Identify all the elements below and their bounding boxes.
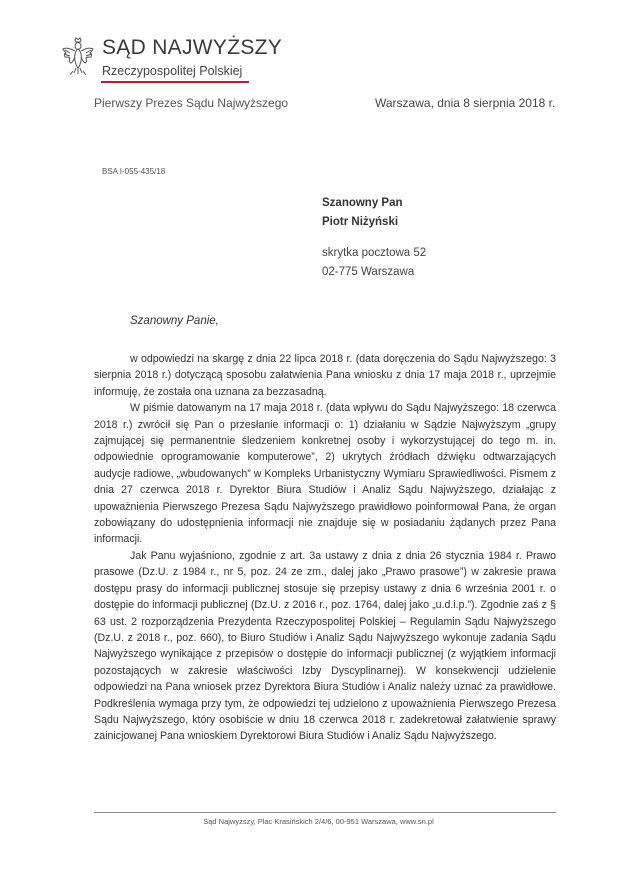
- polish-eagle-emblem-icon: [61, 37, 95, 77]
- recipient-name: Piotr Niżyński: [322, 216, 399, 228]
- salutation: Szanowny Panie,: [130, 315, 219, 327]
- institution-name: SĄD NAJWYŻSZY: [102, 36, 283, 59]
- letter-body: [94, 351, 556, 745]
- brand-accent-rule: [101, 81, 249, 83]
- recipient-title: Szanowny Pan: [322, 197, 403, 209]
- reference-number: BSA I-055-435/18: [102, 167, 166, 176]
- footer-address: Sąd Najwyższy, Plac Krasińskich 2/4/6, 00-951 Warszawa, www.sn.pl: [203, 817, 434, 826]
- address-line-1: skrytka pocztowa 52: [322, 247, 427, 259]
- body-paragraph: Jak Panu wyjaśniono, zgodnie z art. 3a ustawy z dnia z dnia 26 stycznia 1984 r. Prawo prasowe (Dz.U. z 1984 r., nr 5, poz. 24 ze zm., dalej jako „Prawo prasowe”) w zakresie prawa dostępu prasy do informacji publicznej stosuje się przepisy ustawy z dnia 6 września 2001 r. o dostępie do informacji publicznej (Dz.U. z 2016 r., poz. 1764, dalej jako „u.d.i.p.”). Zgodnie zaś z § 63 ust. 2 rozporządzenia Prezydenta Rzeczypospolitej Polskiej – Regulamin Sądu Najwyższego (Dz.U. z 2018 r., poz. 660), to Biuro Studiów i Analiz Sądu Najwyższego wykonuje zadania Sądu Najwyższego wynikające z przepisów o dostępie do informacji publicznej (z wyjątkiem informacji pozostających w zakresie właściwości Izby Dyscyplinarnej). W konsekwencji udzielenie odpowiedzi na Pana wniosek przez Dyrektora Biura Studiów i Analiz należy uznać za prawidłowe. Podkreślenia wymaga przy tym, że odpowiedzi tej udzielono z upoważnienia Pierwszego Prezesa Sądu Najwyższego, który osobiście w dniu 18 czerwca 2018 r. zadekretował załatwienie sprawy zainicjowanej Pana wnioskiem Dyrektorowi Biura Studiów i Analiz Sądu Najwyższego.: [94, 549, 556, 743]
- office-line: Pierwszy Prezes Sądu Najwyższego: [94, 96, 289, 110]
- recipient-address: [322, 244, 426, 282]
- date-line: Warszawa, dnia 8 sierpnia 2018 r.: [375, 96, 556, 110]
- address-line-2: 02-775 Warszawa: [322, 266, 415, 278]
- institution-subtitle: Rzeczypospolitej Polskiej: [102, 64, 243, 78]
- footer-divider: [94, 812, 556, 813]
- recipient-block: [322, 194, 403, 232]
- body-paragraph: w odpowiedzi na skargę z dnia 22 lipca 2018 r. (data doręczenia do Sądu Najwyższego: 3 sierpnia 2018 r.) dotyczącą sposobu załatwienia Pana wniosku z dnia 17 maja 2018 r., uprzejmie informuję, że została ona uznana za bezzasadną.: [94, 353, 556, 398]
- body-paragraph: W piśmie datowanym na 17 maja 2018 r. (data wpływu do Sądu Najwyższego: 18 czerwca 2018 r.) zwrócił się Pan o przesłanie informacji o: 1) działaniu w Sądzie Najwyższym „grupy zajmującej się permanentnie śledzeniem konkretnej osoby i wykorzystującej do tego m. in. odpowiednie oprogramowanie komputerowe”, 2) ukrytych źródłach dźwięku odtwarzających audycje radiowe, „wbudowanych” w Kompleks Urbanistyczny Wymiaru Sprawiedliwości. Pismem z dnia 27 czerwca 2018 r. Dyrektor Biura Studiów i Analiz Sądu Najwyższego, działając z upoważnienia Pierwszego Prezesa Sądu Najwyższego prawidłowo poinformował Pana, że organ zobowiązany do udostępnienia informacji nie znajduje się w posiadaniu żądanych przez Pana informacji.: [94, 402, 556, 546]
